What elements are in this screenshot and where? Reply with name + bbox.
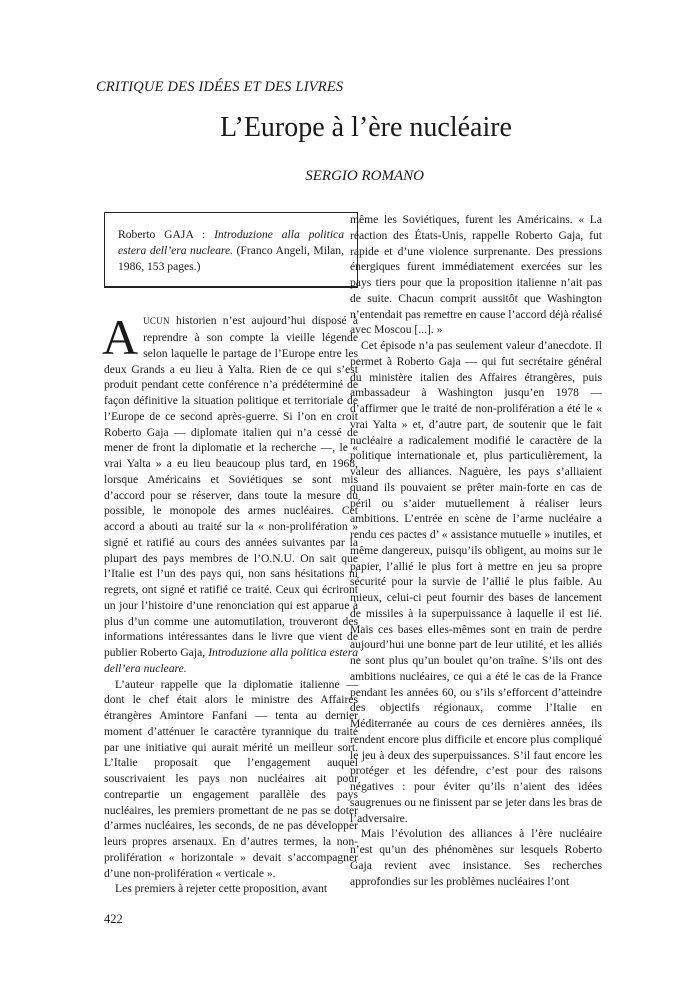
book-title-inline: Introduzione alla politica estera dell’era nucleare. bbox=[104, 646, 359, 675]
paragraph bbox=[102, 309, 359, 676]
section-label: CRITIQUE DES IDÉES ET DES LIVRES bbox=[96, 79, 344, 95]
left-column bbox=[104, 212, 358, 897]
page-number: 422 bbox=[104, 912, 123, 926]
article-title: L’Europe à l’ère nucléaire bbox=[219, 112, 512, 143]
paragraph: Cet épisode n’a pas seulement valeur d’anecdote. Il permet à Roberto Gaja — qui fut secrétaire général du ministère italien des Affaires étrangères, puis ambassadeur à Washington jusqu’en 1978 — d’affirmer que le traité de non-prolifération a été le « vrai Yalta » et, d’autre part, de soutenir que le fait nucléaire a radicalement modifié le caractère de la politique internationale et, plus particulièrement, la valeur des alliances. Naguère, les pays s’alliaient quand ils pouvaient se prêter main-forte en cas de péril ou s’aider mutuellement à réaliser leurs ambitions. L’entrée en scène de l’arme nucléaire a rendu ces pactes d’ « assistance mutuelle » inutiles, et même dangereux, puisqu’ils obligent, au moins sur le papier, l’allié le plus fort à mettre en jeu sa propre sécurité pour la survie de l’allié le plus faible. Au mieux, celui-ci peut fournir des bases de lancement de missiles à la superpuissance à laquelle il est lié. Mais ces bases elles-mêmes sont en train de perdre aujourd’hui une bonne part de leur utilité, et les alliés ne sont plus qu’un boulet qu’on traîne. S’ils ont des ambitions nucléaires, ce qui a été le cas de la France pendant les années 60, ou s’ils s’efforcent d’atteindre des objectifs régionaux, comme l’Italie en Méditerranée au cours de ces dernières années, ils rendent encore plus difficile et encore plus compliqué le jeu à deux des superpuissances. S’il faut encore les protéger et les défendre, c’est pour des raisons négatives : pour éviter qu’ils n’aient des idées saugrenues ou ne finissent par se jeter dans les bras de l’adversaire. bbox=[350, 339, 602, 825]
right-column bbox=[350, 212, 602, 889]
paragraph-text: historien n’est aujourd’hui disposé à reprendre à son compte la vieille légende selon laquelle le partage de l’Europe entre les deux Grands a eu lieu à Yalta. Rien de ce qui s’est produit pendant cette conférence n’a prédéterminé de façon définitive la situation politique et territoriale de l’Europe de ce second après-guerre. Si l’on en croit Roberto Gaja — diplomate italien qui n’a cessé de mener de front la diplomatie et la recherche —, le « vrai Yalta » a eu lieu beaucoup plus tard, en 1968, lorsque Américains et Soviétiques se sont mis d’accord pour se réserver, dans toute la mesure du possible, le monopole des armes nucléaires. Cet accord a abouti au traité sur la « non-prolifération » signé et ratifié au cours des années suivantes par la plupart des pays membres de l’O.N.U. On sait que l’Italie est l’un des pays qui, non sans hésitations ni regrets, ont signé et ratifié ce traité. Ceux qui écriront un jour l’histoire d’une renonciation qui est apparue à plus d’un comme une automutilation, trouveront des informations intéressantes dans le livre que vient de publier Roberto Gaja, bbox=[104, 314, 358, 659]
book-title: Introduzione alla politica estera dell’era nucleare. bbox=[118, 228, 345, 257]
article-author: SERGIO ROMANO bbox=[305, 168, 424, 184]
paragraph: L’auteur rappelle que la diplomatie italienne — dont le chef était alors le ministre des Affaires étrangères Amintore Fanfani — tenta au dernier moment d’atténuer le caractère tyrannique du traité par une initiative qui aurait mérité un meilleur sort. L’Italie proposait que l’engagement auquel souscrivaient les pays non nucléaires ait pour contrepartie un engagement parallèle des pays nucléaires, les premiers promettant de ne pas se doter d’armes nucléaires, les seconds, de ne pas développer leurs propres arsenaux. En d’autres termes, la non-prolifération « horizontale » devait s’accompagner d’une non-prolifération « verticale ». bbox=[104, 677, 358, 880]
dropcap-continuation: UCUN bbox=[143, 316, 170, 327]
book-publisher: (Franco Angeli, Milan, 1986, 153 pages.) bbox=[118, 243, 344, 273]
paragraph: Mais l’évolution des alliances à l’ère nucléaire n’est qu’un des phénomènes sur lesquels Roberto Gaja revient avec insistance. Ses recherches approfondies sur les problèmes nucléaires l’ont bbox=[350, 827, 602, 888]
paragraph: Les premiers à rejeter cette proposition, avant bbox=[115, 882, 328, 896]
book-author: Roberto GAJA : bbox=[118, 228, 215, 241]
paragraph: même les Soviétiques, furent les Américains. « La réaction des États-Unis, rappelle Roberto Gaja, fut rapide et d’une violence surprenante. Des pressions énergiques furent immédiatement exercées sur les pays tiers pour que la proposition italienne n’ait pas de suite. Chacun comprit aussitôt que Washington n’entendait pas remettre en cause l’accord déjà réalisé avec Moscou [...]. » bbox=[350, 213, 602, 337]
book-reference-box bbox=[104, 212, 358, 288]
drop-cap: A bbox=[102, 309, 139, 366]
